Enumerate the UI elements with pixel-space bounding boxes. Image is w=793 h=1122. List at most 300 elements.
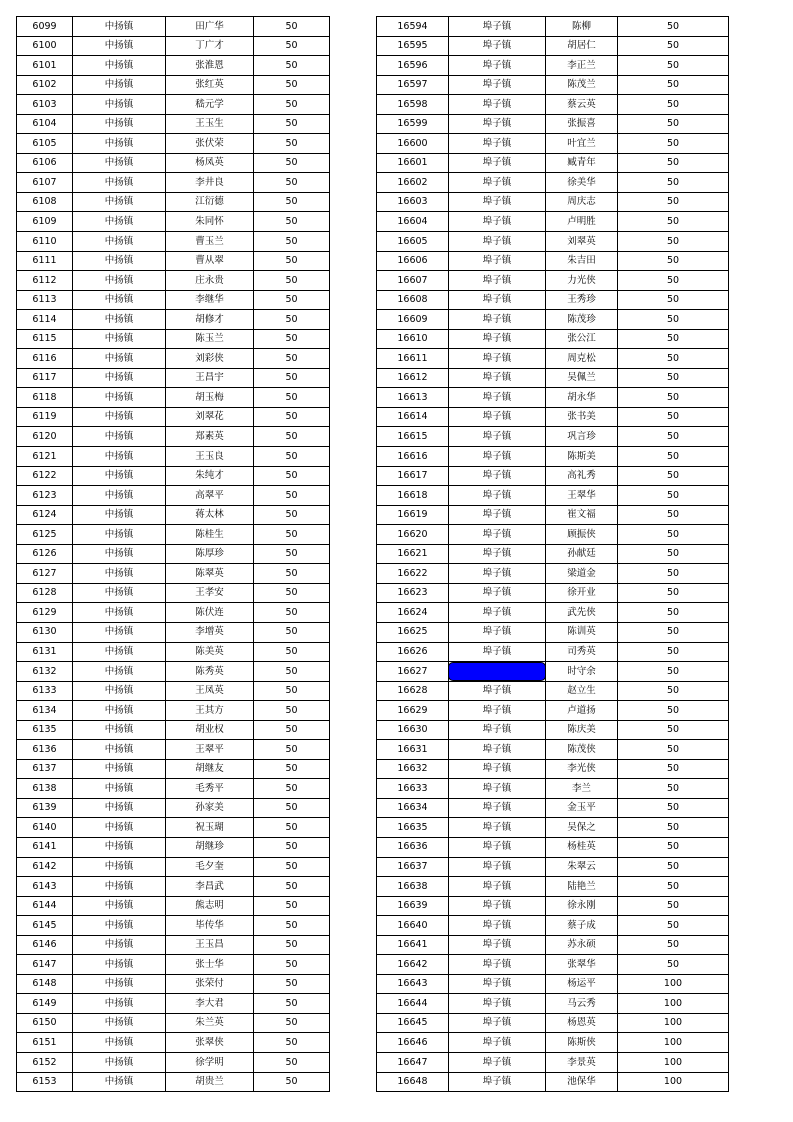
- cell-town[interactable]: 埠子镇: [449, 505, 546, 525]
- cell-town[interactable]: 埠子镇: [449, 1072, 546, 1092]
- cell-name[interactable]: 周庆志: [546, 192, 618, 212]
- cell-id[interactable]: 16623: [377, 583, 449, 603]
- cell-name[interactable]: 王昌宇: [166, 368, 254, 388]
- cell-amount[interactable]: 50: [254, 114, 330, 134]
- cell-town[interactable]: 中扬镇: [73, 75, 166, 95]
- cell-name[interactable]: 胡居仁: [546, 36, 618, 56]
- cell-amount[interactable]: 50: [254, 720, 330, 740]
- cell-name[interactable]: 田广华: [166, 17, 254, 37]
- cell-id[interactable]: 16603: [377, 192, 449, 212]
- cell-id[interactable]: 16635: [377, 818, 449, 838]
- cell-name[interactable]: 孙献廷: [546, 544, 618, 564]
- cell-name[interactable]: 庄永贵: [166, 271, 254, 291]
- cell-id[interactable]: 16616: [377, 447, 449, 467]
- cell-id[interactable]: 16633: [377, 779, 449, 799]
- cell-id[interactable]: 16628: [377, 681, 449, 701]
- cell-town[interactable]: 埠子镇: [449, 95, 546, 115]
- cell-town[interactable]: 中扬镇: [73, 56, 166, 76]
- cell-amount[interactable]: 50: [618, 310, 729, 330]
- cell-name[interactable]: 朱吉田: [546, 251, 618, 271]
- cell-amount[interactable]: 50: [254, 974, 330, 994]
- cell-name[interactable]: 王孝安: [166, 583, 254, 603]
- cell-town[interactable]: 埠子镇: [449, 17, 546, 37]
- cell-id[interactable]: 16638: [377, 877, 449, 897]
- cell-name[interactable]: 毛秀平: [166, 779, 254, 799]
- cell-id[interactable]: 6149: [17, 994, 73, 1014]
- cell-name[interactable]: 徐美华: [546, 173, 618, 193]
- cell-id[interactable]: 16605: [377, 232, 449, 252]
- cell-name[interactable]: 陈茂侠: [546, 740, 618, 760]
- cell-amount[interactable]: 50: [254, 447, 330, 467]
- cell-name[interactable]: 胡业权: [166, 720, 254, 740]
- cell-name[interactable]: 张翠侠: [166, 1033, 254, 1053]
- cell-name[interactable]: 陈训英: [546, 622, 618, 642]
- cell-town[interactable]: 中扬镇: [73, 427, 166, 447]
- cell-town[interactable]: 中扬镇: [73, 310, 166, 330]
- cell-id[interactable]: 16648: [377, 1072, 449, 1092]
- cell-name[interactable]: 毕传华: [166, 916, 254, 936]
- cell-name[interactable]: 周克松: [546, 349, 618, 369]
- cell-id[interactable]: 6114: [17, 310, 73, 330]
- cell-id[interactable]: 16644: [377, 994, 449, 1014]
- cell-id[interactable]: 6111: [17, 251, 73, 271]
- cell-town[interactable]: 埠子镇: [449, 701, 546, 721]
- cell-amount[interactable]: 100: [618, 1052, 729, 1072]
- cell-name[interactable]: 李继华: [166, 290, 254, 310]
- cell-amount[interactable]: 50: [254, 192, 330, 212]
- cell-town[interactable]: 中扬镇: [73, 564, 166, 584]
- cell-amount[interactable]: 50: [254, 642, 330, 662]
- cell-amount[interactable]: 50: [618, 701, 729, 721]
- cell-town[interactable]: 埠子镇: [449, 681, 546, 701]
- cell-id[interactable]: 6135: [17, 720, 73, 740]
- cell-name[interactable]: 张书美: [546, 407, 618, 427]
- cell-id[interactable]: 6102: [17, 75, 73, 95]
- cell-id[interactable]: 16647: [377, 1052, 449, 1072]
- cell-name[interactable]: 吴保之: [546, 818, 618, 838]
- cell-name[interactable]: 陈秀英: [166, 662, 254, 682]
- cell-id[interactable]: 16596: [377, 56, 449, 76]
- cell-id[interactable]: 16621: [377, 544, 449, 564]
- cell-amount[interactable]: 50: [618, 329, 729, 349]
- cell-amount[interactable]: 50: [618, 486, 729, 506]
- cell-name[interactable]: 王秀珍: [546, 290, 618, 310]
- cell-id[interactable]: 6099: [17, 17, 73, 37]
- cell-name[interactable]: 王玉良: [166, 447, 254, 467]
- cell-town[interactable]: 中扬镇: [73, 916, 166, 936]
- cell-id[interactable]: 6151: [17, 1033, 73, 1053]
- cell-amount[interactable]: 50: [618, 290, 729, 310]
- cell-id[interactable]: 16624: [377, 603, 449, 623]
- cell-name[interactable]: 马云秀: [546, 994, 618, 1014]
- cell-town[interactable]: 埠子镇: [449, 388, 546, 408]
- cell-town[interactable]: 埠子镇: [449, 994, 546, 1014]
- cell-amount[interactable]: 50: [618, 75, 729, 95]
- cell-id[interactable]: 6109: [17, 212, 73, 232]
- cell-amount[interactable]: 50: [254, 271, 330, 291]
- cell-town[interactable]: 中扬镇: [73, 407, 166, 427]
- cell-amount[interactable]: 50: [254, 701, 330, 721]
- cell-town[interactable]: 埠子镇: [449, 153, 546, 173]
- cell-name[interactable]: 武先侠: [546, 603, 618, 623]
- cell-amount[interactable]: 50: [618, 251, 729, 271]
- cell-town[interactable]: 埠子镇: [449, 1052, 546, 1072]
- cell-name[interactable]: 李光侠: [546, 759, 618, 779]
- cell-town[interactable]: 埠子镇: [449, 720, 546, 740]
- cell-name[interactable]: 陈茂珍: [546, 310, 618, 330]
- cell-town[interactable]: 埠子镇: [449, 232, 546, 252]
- cell-name[interactable]: 苏永硕: [546, 935, 618, 955]
- cell-name[interactable]: 杨凤英: [166, 153, 254, 173]
- cell-amount[interactable]: 100: [618, 1033, 729, 1053]
- cell-amount[interactable]: 50: [254, 310, 330, 330]
- cell-id[interactable]: 16617: [377, 466, 449, 486]
- cell-id[interactable]: 6145: [17, 916, 73, 936]
- cell-town[interactable]: 埠子镇: [449, 271, 546, 291]
- cell-amount[interactable]: 50: [618, 466, 729, 486]
- cell-name[interactable]: 徐永刚: [546, 896, 618, 916]
- cell-name[interactable]: 陈美英: [166, 642, 254, 662]
- cell-amount[interactable]: 50: [254, 427, 330, 447]
- cell-id[interactable]: 16594: [377, 17, 449, 37]
- cell-amount[interactable]: 50: [618, 349, 729, 369]
- cell-town[interactable]: 中扬镇: [73, 192, 166, 212]
- cell-id[interactable]: 6136: [17, 740, 73, 760]
- cell-name[interactable]: 陈柳: [546, 17, 618, 37]
- cell-amount[interactable]: 50: [254, 251, 330, 271]
- cell-id[interactable]: 16646: [377, 1033, 449, 1053]
- cell-name[interactable]: 胡永华: [546, 388, 618, 408]
- cell-name[interactable]: 曹从翠: [166, 251, 254, 271]
- cell-town[interactable]: 中扬镇: [73, 994, 166, 1014]
- cell-id[interactable]: 6150: [17, 1013, 73, 1033]
- cell-id[interactable]: 16630: [377, 720, 449, 740]
- cell-town[interactable]: 中扬镇: [73, 779, 166, 799]
- cell-name[interactable]: 高翠平: [166, 486, 254, 506]
- cell-name[interactable]: 李大君: [166, 994, 254, 1014]
- cell-id[interactable]: 16613: [377, 388, 449, 408]
- cell-town[interactable]: 埠子镇: [449, 818, 546, 838]
- cell-amount[interactable]: 50: [254, 36, 330, 56]
- cell-id[interactable]: 6130: [17, 622, 73, 642]
- cell-town[interactable]: 埠子镇: [449, 622, 546, 642]
- cell-name[interactable]: 司秀英: [546, 642, 618, 662]
- cell-amount[interactable]: 50: [254, 388, 330, 408]
- cell-amount[interactable]: 50: [254, 75, 330, 95]
- cell-id[interactable]: 6139: [17, 798, 73, 818]
- cell-amount[interactable]: 50: [618, 505, 729, 525]
- cell-name[interactable]: 胡继珍: [166, 837, 254, 857]
- cell-town[interactable]: 中扬镇: [73, 466, 166, 486]
- cell-town[interactable]: 中扬镇: [73, 720, 166, 740]
- cell-town[interactable]: 埠子镇: [449, 583, 546, 603]
- cell-name[interactable]: 张士华: [166, 955, 254, 975]
- cell-amount[interactable]: 50: [254, 173, 330, 193]
- cell-name[interactable]: 陈桂生: [166, 525, 254, 545]
- cell-amount[interactable]: 50: [618, 36, 729, 56]
- cell-amount[interactable]: 50: [618, 837, 729, 857]
- cell-town[interactable]: 中扬镇: [73, 740, 166, 760]
- cell-town[interactable]: 中扬镇: [73, 36, 166, 56]
- cell-town[interactable]: 中扬镇: [73, 857, 166, 877]
- cell-amount[interactable]: 50: [254, 759, 330, 779]
- cell-name[interactable]: 刘翠英: [546, 232, 618, 252]
- cell-town[interactable]: 埠子镇: [449, 955, 546, 975]
- cell-name[interactable]: 王其方: [166, 701, 254, 721]
- cell-name[interactable]: 刘彩侠: [166, 349, 254, 369]
- cell-id[interactable]: 6117: [17, 368, 73, 388]
- cell-name[interactable]: 朱兰英: [166, 1013, 254, 1033]
- cell-name[interactable]: 陈厚珍: [166, 544, 254, 564]
- cell-amount[interactable]: 50: [254, 368, 330, 388]
- cell-town[interactable]: 埠子镇: [449, 329, 546, 349]
- cell-town[interactable]: 中扬镇: [73, 290, 166, 310]
- cell-id[interactable]: 6120: [17, 427, 73, 447]
- cell-name[interactable]: 杨桂英: [546, 837, 618, 857]
- cell-amount[interactable]: 50: [618, 56, 729, 76]
- cell-id[interactable]: 16642: [377, 955, 449, 975]
- cell-amount[interactable]: 50: [618, 564, 729, 584]
- cell-id[interactable]: 16602: [377, 173, 449, 193]
- cell-name[interactable]: 时守余: [546, 662, 618, 682]
- cell-name[interactable]: 金玉平: [546, 798, 618, 818]
- cell-amount[interactable]: 50: [618, 681, 729, 701]
- cell-id[interactable]: 6103: [17, 95, 73, 115]
- cell-id[interactable]: 6152: [17, 1052, 73, 1072]
- cell-id[interactable]: 6147: [17, 955, 73, 975]
- cell-name[interactable]: 王翠平: [166, 740, 254, 760]
- cell-id[interactable]: 16611: [377, 349, 449, 369]
- cell-town[interactable]: 埠子镇: [449, 75, 546, 95]
- cell-id[interactable]: 6144: [17, 896, 73, 916]
- cell-id[interactable]: 6113: [17, 290, 73, 310]
- cell-amount[interactable]: 50: [254, 466, 330, 486]
- cell-name[interactable]: 张荣付: [166, 974, 254, 994]
- cell-amount[interactable]: 50: [618, 583, 729, 603]
- cell-id[interactable]: 16625: [377, 622, 449, 642]
- cell-amount[interactable]: 50: [618, 192, 729, 212]
- cell-amount[interactable]: 50: [618, 896, 729, 916]
- cell-id[interactable]: 16614: [377, 407, 449, 427]
- cell-town[interactable]: 中扬镇: [73, 818, 166, 838]
- cell-town[interactable]: 中扬镇: [73, 642, 166, 662]
- cell-town[interactable]: 中扬镇: [73, 271, 166, 291]
- cell-id[interactable]: 6128: [17, 583, 73, 603]
- cell-amount[interactable]: 50: [254, 681, 330, 701]
- cell-name[interactable]: 叶宜兰: [546, 134, 618, 154]
- cell-id[interactable]: 16606: [377, 251, 449, 271]
- cell-name[interactable]: 朱同怀: [166, 212, 254, 232]
- cell-town[interactable]: 中扬镇: [73, 1052, 166, 1072]
- cell-town[interactable]: 埠子镇: [449, 56, 546, 76]
- cell-name[interactable]: 朱纯才: [166, 466, 254, 486]
- cell-amount[interactable]: 50: [618, 271, 729, 291]
- cell-id[interactable]: 6110: [17, 232, 73, 252]
- cell-amount[interactable]: 50: [254, 740, 330, 760]
- cell-town[interactable]: 埠子镇: [449, 486, 546, 506]
- cell-id[interactable]: 6148: [17, 974, 73, 994]
- cell-town[interactable]: 埠子镇: [449, 407, 546, 427]
- cell-town[interactable]: 埠子镇: [449, 368, 546, 388]
- cell-id[interactable]: 6105: [17, 134, 73, 154]
- cell-amount[interactable]: 50: [254, 525, 330, 545]
- cell-name[interactable]: 陈斯美: [546, 447, 618, 467]
- cell-name[interactable]: 江衍德: [166, 192, 254, 212]
- cell-id[interactable]: 16631: [377, 740, 449, 760]
- cell-amount[interactable]: 50: [618, 603, 729, 623]
- cell-town[interactable]: 埠子镇: [449, 740, 546, 760]
- cell-id[interactable]: 6125: [17, 525, 73, 545]
- cell-name[interactable]: 崔文福: [546, 505, 618, 525]
- cell-amount[interactable]: 50: [254, 544, 330, 564]
- cell-town[interactable]: 埠子镇: [449, 310, 546, 330]
- cell-amount[interactable]: 50: [254, 662, 330, 682]
- cell-amount[interactable]: 50: [618, 818, 729, 838]
- cell-town[interactable]: 埠子镇: [449, 935, 546, 955]
- cell-amount[interactable]: 50: [254, 329, 330, 349]
- cell-town[interactable]: 埠子镇: [449, 466, 546, 486]
- cell-id[interactable]: 6107: [17, 173, 73, 193]
- cell-town[interactable]: 埠子镇: [449, 857, 546, 877]
- cell-id[interactable]: 16636: [377, 837, 449, 857]
- cell-amount[interactable]: 50: [618, 857, 729, 877]
- cell-name[interactable]: 李昌武: [166, 877, 254, 897]
- cell-name[interactable]: 胡玉梅: [166, 388, 254, 408]
- cell-amount[interactable]: 50: [618, 153, 729, 173]
- cell-amount[interactable]: 50: [254, 349, 330, 369]
- cell-amount[interactable]: 50: [618, 544, 729, 564]
- cell-town[interactable]: 埠子镇: [449, 134, 546, 154]
- cell-amount[interactable]: 50: [618, 759, 729, 779]
- cell-amount[interactable]: 50: [254, 56, 330, 76]
- cell-id[interactable]: 6112: [17, 271, 73, 291]
- cell-amount[interactable]: 50: [254, 232, 330, 252]
- cell-town[interactable]: 埠子镇: [449, 212, 546, 232]
- cell-town[interactable]: 中扬镇: [73, 349, 166, 369]
- cell-name[interactable]: 王翠华: [546, 486, 618, 506]
- cell-name[interactable]: 张红英: [166, 75, 254, 95]
- cell-amount[interactable]: 50: [254, 1072, 330, 1092]
- cell-name[interactable]: 卢道扬: [546, 701, 618, 721]
- cell-amount[interactable]: 50: [618, 779, 729, 799]
- cell-amount[interactable]: 50: [254, 505, 330, 525]
- cell-name[interactable]: 池保华: [546, 1072, 618, 1092]
- cell-id[interactable]: 6146: [17, 935, 73, 955]
- cell-id[interactable]: 16619: [377, 505, 449, 525]
- cell-id[interactable]: 6137: [17, 759, 73, 779]
- cell-town[interactable]: 埠子镇: [449, 349, 546, 369]
- cell-name[interactable]: 朱翠云: [546, 857, 618, 877]
- cell-amount[interactable]: 50: [254, 1033, 330, 1053]
- cell-name[interactable]: 李正兰: [546, 56, 618, 76]
- cell-town[interactable]: 中扬镇: [73, 583, 166, 603]
- cell-town[interactable]: 埠子镇: [449, 759, 546, 779]
- selection-highlight[interactable]: 埠子镇: [449, 662, 546, 681]
- cell-name[interactable]: 巩言珍: [546, 427, 618, 447]
- cell-town[interactable]: 埠子镇: [449, 525, 546, 545]
- cell-town[interactable]: 中扬镇: [73, 134, 166, 154]
- cell-id[interactable]: 16610: [377, 329, 449, 349]
- cell-amount[interactable]: 50: [618, 407, 729, 427]
- cell-town[interactable]: 中扬镇: [73, 212, 166, 232]
- cell-id[interactable]: 6115: [17, 329, 73, 349]
- cell-amount[interactable]: 50: [254, 916, 330, 936]
- cell-id[interactable]: 16637: [377, 857, 449, 877]
- cell-name[interactable]: 卢明胜: [546, 212, 618, 232]
- cell-town[interactable]: 埠子镇: [449, 603, 546, 623]
- cell-id[interactable]: 16622: [377, 564, 449, 584]
- cell-town[interactable]: 埠子镇: [449, 896, 546, 916]
- cell-town[interactable]: 埠子镇: [449, 36, 546, 56]
- cell-name[interactable]: 杨运平: [546, 974, 618, 994]
- cell-id[interactable]: 6121: [17, 447, 73, 467]
- cell-amount[interactable]: 50: [254, 564, 330, 584]
- cell-town[interactable]: 中扬镇: [73, 622, 166, 642]
- cell-amount[interactable]: 50: [254, 212, 330, 232]
- cell-name[interactable]: 蔡子成: [546, 916, 618, 936]
- cell-town[interactable]: 埠子镇: [449, 1013, 546, 1033]
- cell-amount[interactable]: 50: [254, 857, 330, 877]
- cell-name[interactable]: 陈斯侠: [546, 1033, 618, 1053]
- cell-name[interactable]: 吴佩兰: [546, 368, 618, 388]
- cell-name[interactable]: 刘翠花: [166, 407, 254, 427]
- cell-amount[interactable]: 50: [618, 642, 729, 662]
- cell-town[interactable]: 中扬镇: [73, 447, 166, 467]
- cell-name[interactable]: 嵇元学: [166, 95, 254, 115]
- cell-name[interactable]: 赵立生: [546, 681, 618, 701]
- cell-name[interactable]: 蒋太林: [166, 505, 254, 525]
- cell-town[interactable]: 埠子镇: [449, 877, 546, 897]
- cell-name[interactable]: 张公江: [546, 329, 618, 349]
- cell-town[interactable]: 中扬镇: [73, 368, 166, 388]
- cell-name[interactable]: 张翠华: [546, 955, 618, 975]
- cell-id[interactable]: 16608: [377, 290, 449, 310]
- cell-id[interactable]: 16597: [377, 75, 449, 95]
- cell-town[interactable]: 中扬镇: [73, 329, 166, 349]
- cell-town[interactable]: 中扬镇: [73, 114, 166, 134]
- cell-name[interactable]: 张振喜: [546, 114, 618, 134]
- cell-amount[interactable]: 50: [254, 779, 330, 799]
- cell-amount[interactable]: 50: [254, 798, 330, 818]
- cell-name[interactable]: 王玉昌: [166, 935, 254, 955]
- cell-name[interactable]: 胡贵兰: [166, 1072, 254, 1092]
- cell-id[interactable]: 6133: [17, 681, 73, 701]
- cell-name[interactable]: 毛夕奎: [166, 857, 254, 877]
- cell-amount[interactable]: 50: [254, 290, 330, 310]
- cell-amount[interactable]: 50: [618, 720, 729, 740]
- cell-name[interactable]: 陆艳兰: [546, 877, 618, 897]
- cell-name[interactable]: 张淮恩: [166, 56, 254, 76]
- cell-id[interactable]: 16645: [377, 1013, 449, 1033]
- cell-name[interactable]: 祝玉瑚: [166, 818, 254, 838]
- cell-amount[interactable]: 50: [618, 525, 729, 545]
- cell-amount[interactable]: 50: [618, 798, 729, 818]
- cell-id[interactable]: 6119: [17, 407, 73, 427]
- cell-amount[interactable]: 50: [618, 134, 729, 154]
- cell-id[interactable]: 6123: [17, 486, 73, 506]
- cell-town[interactable]: 中扬镇: [73, 935, 166, 955]
- cell-id[interactable]: 16643: [377, 974, 449, 994]
- cell-town[interactable]: 埠子镇: [449, 1033, 546, 1053]
- cell-id[interactable]: 16599: [377, 114, 449, 134]
- cell-id[interactable]: 16615: [377, 427, 449, 447]
- cell-id[interactable]: 16618: [377, 486, 449, 506]
- cell-town[interactable]: 中扬镇: [73, 701, 166, 721]
- cell-id[interactable]: 6101: [17, 56, 73, 76]
- cell-town[interactable]: 中扬镇: [73, 1072, 166, 1092]
- cell-amount[interactable]: 50: [618, 368, 729, 388]
- cell-town[interactable]: 埠子镇: [449, 798, 546, 818]
